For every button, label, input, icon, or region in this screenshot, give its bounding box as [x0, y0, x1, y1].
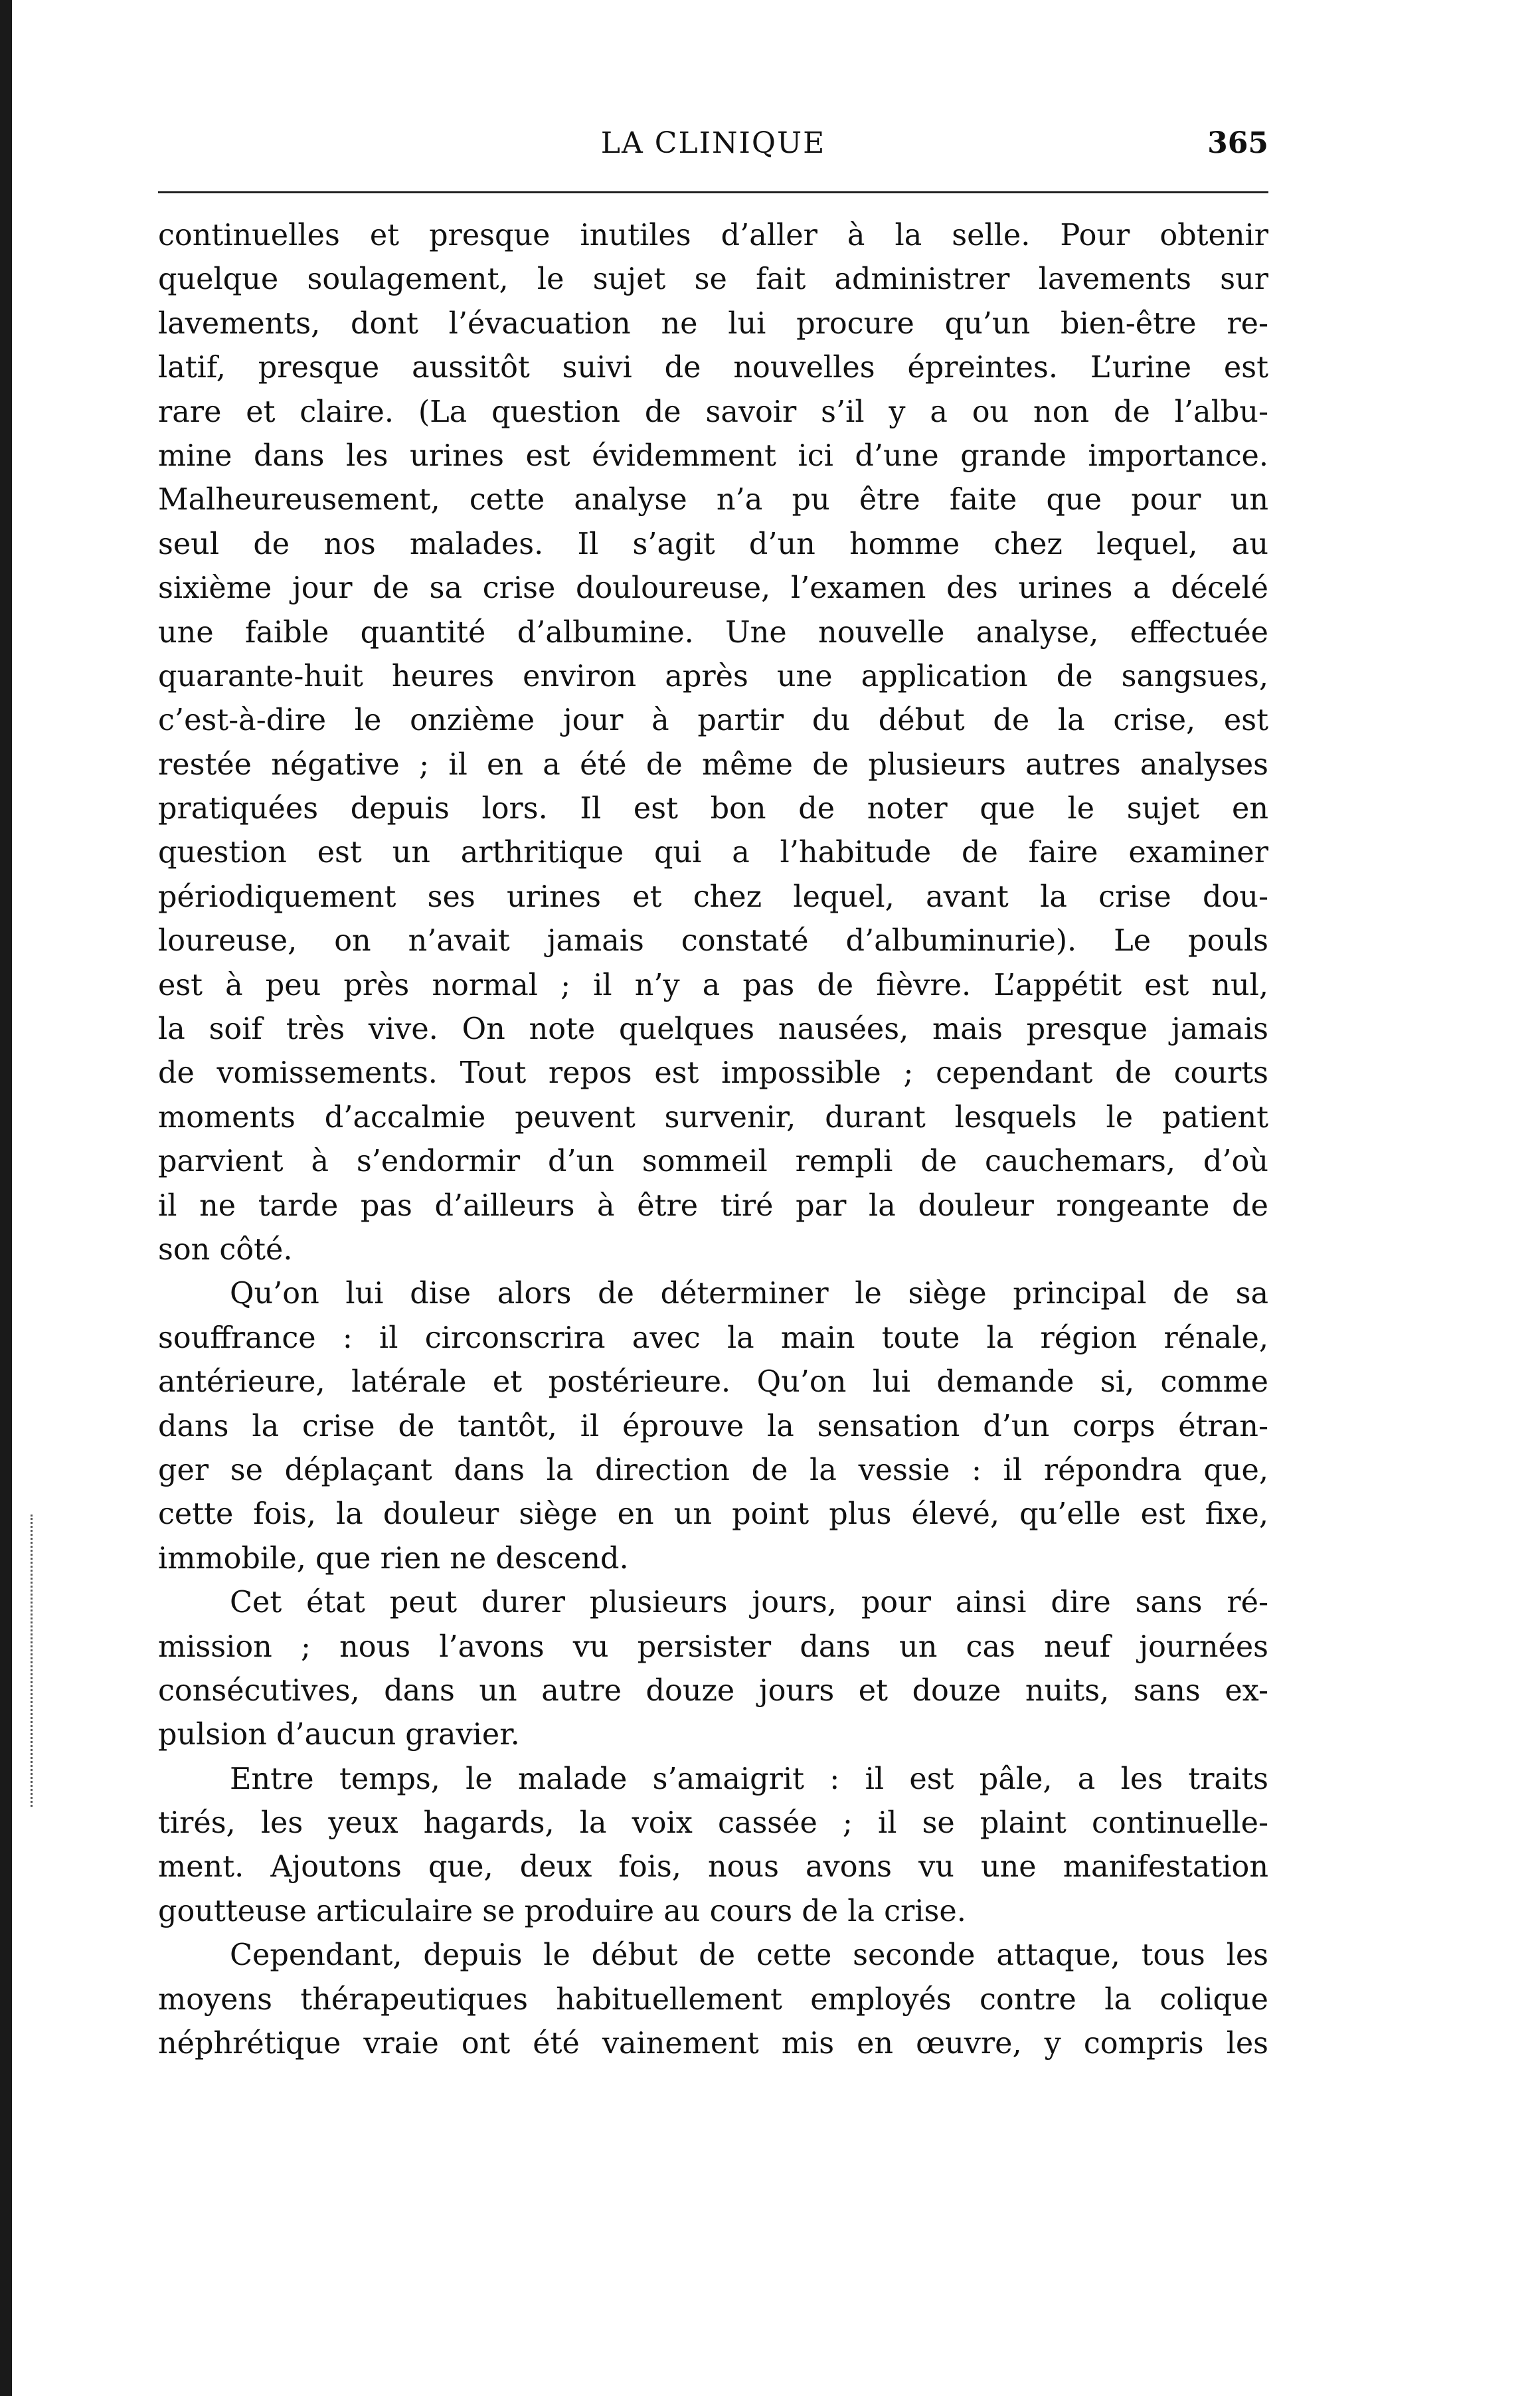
text-line: question est un arthritique qui a l’habitude de faire examiner [158, 836, 1268, 870]
text-line: rare et claire. (La question de savoir s’il y a ou non de l’albu- [158, 395, 1268, 429]
text-line: quarante-huit heures environ après une application de sangsues, [158, 659, 1268, 693]
text-line: pratiquées depuis lors. Il est bon de noter que le sujet en [158, 792, 1268, 826]
text-line: moments d’accalmie peuvent survenir, durant lesquels le patient [158, 1100, 1268, 1135]
text-line: pulsion d’aucun gravier. [158, 1718, 520, 1752]
text-line: sixième jour de sa crise douloureuse, l’examen des urines a décelé [158, 571, 1268, 606]
text-line: loureuse, on n’avait jamais constaté d’albuminurie). Le pouls [158, 924, 1268, 959]
text-line: est à peu près normal ; il n’y a pas de fièvre. L’appétit est nul, [158, 968, 1268, 1002]
body-text [158, 214, 1268, 2066]
text-line: c’est-à-dire le onzième jour à partir du début de la crise, est [158, 703, 1268, 738]
paragraph-first-line: Cependant, depuis le début de cette seconde attaque, tous les [230, 1938, 1268, 1973]
text-line: cette fois, la douleur siège en un point plus élevé, qu’elle est fixe, [158, 1497, 1268, 1532]
text-line: moyens thérapeutiques habituellement employés contre la colique [158, 1982, 1268, 2017]
text-line: quelque soulagement, le sujet se fait administrer lavements sur [158, 262, 1268, 297]
text-line: son côté. [158, 1232, 293, 1267]
text-line: ment. Ajoutons que, deux fois, nous avons vu une manifestation [158, 1850, 1268, 1885]
margin-dotted-mark [31, 1515, 35, 1807]
text-line: lavements, dont l’évacuation ne lui procure qu’un bien-être re- [158, 306, 1268, 341]
paragraph-first-line: Qu’on lui dise alors de déterminer le siège principal de sa [230, 1277, 1268, 1311]
paragraph-first-line: Entre temps, le malade s’amaigrit : il est pâle, a les traits [230, 1762, 1268, 1796]
page-header [158, 124, 1268, 163]
text-line: parvient à s’endormir d’un sommeil rempli de cauchemars, d’où [158, 1145, 1268, 1179]
text-line: ger se déplaçant dans la direction de la vessie : il répondra que, [158, 1453, 1268, 1487]
running-title: LA CLINIQUE [600, 126, 826, 160]
text-line: souffrance : il circonscrira avec la main toute la région rénale, [158, 1321, 1268, 1355]
text-line: la soif très vive. On note quelques nausées, mais presque jamais [158, 1012, 1268, 1047]
scan-binding-edge [0, 0, 12, 2396]
paragraph-first-line: Cet état peut durer plusieurs jours, pour ainsi dire sans ré- [230, 1586, 1268, 1620]
text-line: restée négative ; il en a été de même de plusieurs autres analyses [158, 747, 1268, 782]
text-line: périodiquement ses urines et chez lequel, avant la crise dou- [158, 879, 1268, 914]
text-line: goutteuse articulaire se produire au cours de la crise. [158, 1894, 966, 1928]
text-line: seul de nos malades. Il s’agit d’un homme chez lequel, au [158, 527, 1268, 561]
text-line: dans la crise de tantôt, il éprouve la sensation d’un corps étran- [158, 1409, 1268, 1443]
text-line: une faible quantité d’albumine. Une nouvelle analyse, effectuée [158, 615, 1268, 650]
text-line: tirés, les yeux hagards, la voix cassée ; il se plaint continuelle- [158, 1806, 1268, 1841]
text-line: consécutives, dans un autre douze jours et douze nuits, sans ex- [158, 1673, 1268, 1708]
text-line: antérieure, latérale et postérieure. Qu’on lui demande si, comme [158, 1365, 1268, 1400]
text-line: immobile, que rien ne descend. [158, 1541, 629, 1576]
text-line: continuelles et presque inutiles d’aller à la selle. Pour obtenir [158, 219, 1268, 252]
text-line: il ne tarde pas d’ailleurs à être tiré par la douleur rongeante de [158, 1188, 1268, 1223]
text-line: de vomissements. Tout repos est impossible ; cependant de courts [158, 1056, 1268, 1091]
text-line: latif, presque aussitôt suivi de nouvelles épreintes. L’urine est [158, 351, 1268, 385]
text-line: mission ; nous l’avons vu persister dans un cas neuf journées [158, 1629, 1268, 1664]
page-number: 365 [1207, 126, 1268, 160]
text-line: Malheureusement, cette analyse n’a pu être faite que pour un [158, 483, 1268, 517]
text-line: néphrétique vraie ont été vainement mis en œuvre, y compris les [158, 2027, 1268, 2061]
header-rule [158, 191, 1268, 193]
text-line: mine dans les urines est évidemment ici d’une grande importance. [158, 438, 1268, 473]
